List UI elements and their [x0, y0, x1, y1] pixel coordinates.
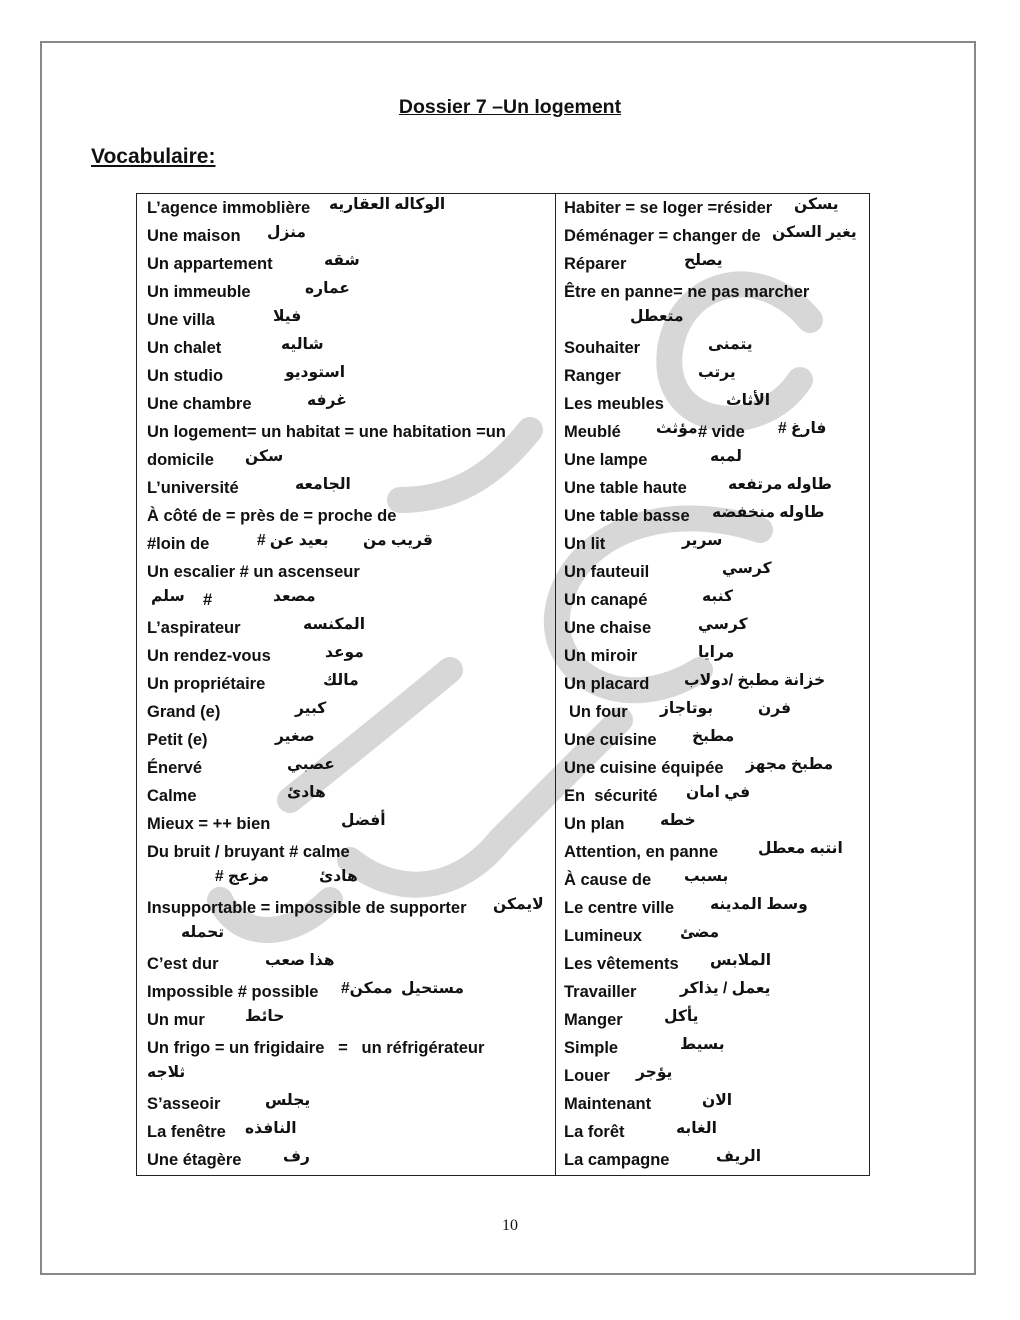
arabic-term: غرفه: [307, 392, 347, 409]
vocab-row: [147, 502, 552, 530]
arabic-term: هذا صعب: [265, 952, 335, 969]
arabic-term: مؤثث: [656, 420, 698, 437]
arabic-term: استوديو: [285, 364, 346, 381]
french-term: Habiter = se loger =résider: [564, 199, 773, 217]
arabic-term: لايمكن: [493, 896, 544, 913]
french-term: Une étagère: [147, 1151, 242, 1169]
vocab-row: [147, 810, 552, 838]
french-term: # vide: [698, 423, 745, 441]
arabic-term: في امان: [686, 784, 751, 801]
vocab-row: [147, 782, 552, 810]
vocab-row: [147, 670, 552, 698]
arabic-term: هادئ: [319, 868, 358, 885]
arabic-term: مطبخ: [692, 728, 735, 745]
french-term: domicile: [147, 451, 214, 469]
vocab-row: [147, 1034, 552, 1062]
arabic-term: خطه: [660, 812, 696, 829]
french-term: Un placard: [564, 675, 650, 693]
french-term: Réparer: [564, 255, 627, 273]
arabic-term: كرسي: [722, 560, 772, 577]
arabic-term: شقه: [324, 252, 360, 269]
vocab-row: [564, 1034, 864, 1062]
french-term: #loin de: [147, 535, 210, 553]
arabic-term: حائط: [245, 1008, 285, 1025]
french-term: En sécurité: [564, 787, 658, 805]
arabic-term: كرسي: [698, 616, 748, 633]
arabic-term: مرايا: [698, 644, 735, 661]
arabic-term: بعيد عن #: [257, 532, 329, 549]
vocab-row: [564, 838, 864, 866]
vocab-row: [564, 642, 864, 670]
vocab-row: [147, 866, 552, 894]
french-term: Une villa: [147, 311, 215, 329]
vocab-row: [564, 1146, 864, 1174]
arabic-term: تحمله: [181, 924, 225, 941]
vocab-row: [564, 922, 864, 950]
vocab-row: [147, 586, 552, 614]
french-term: Un mur: [147, 1011, 205, 1029]
french-term: Les meubles: [564, 395, 664, 413]
vocab-row: [564, 194, 864, 222]
french-term: Une chaise: [564, 619, 652, 637]
vocab-row: [564, 558, 864, 586]
arabic-term: هادئ: [287, 784, 326, 801]
french-term: La campagne: [564, 1151, 670, 1169]
vocab-row: [564, 670, 864, 698]
arabic-term: سرير: [682, 532, 723, 549]
arabic-term: يرتب: [698, 364, 736, 381]
french-term: Un fauteuil: [564, 563, 650, 581]
arabic-term: مضئ: [680, 924, 720, 941]
arabic-term: يؤجر: [636, 1064, 673, 1081]
arabic-term: خزانة مطبخ /دولاب: [684, 672, 826, 689]
vocab-row: [564, 362, 864, 390]
french-term: Manger: [564, 1011, 623, 1029]
arabic-term: موعد: [325, 644, 364, 661]
arabic-term: عصبي: [287, 756, 335, 773]
french-term: Souhaiter: [564, 339, 641, 357]
arabic-term: لمبه: [710, 448, 742, 465]
french-term: Lumineux: [564, 927, 642, 945]
french-term: Déménager = changer de: [564, 227, 761, 245]
french-term: Un canapé: [564, 591, 648, 609]
vocab-row: [147, 558, 552, 586]
vocab-row: [564, 390, 864, 418]
french-term: Un four: [569, 703, 628, 721]
french-term: L’aspirateur: [147, 619, 241, 637]
arabic-term: الملابس: [710, 952, 772, 969]
arabic-term: الجامعه: [295, 476, 351, 493]
arabic-term: الان: [702, 1092, 733, 1109]
vocab-row: [147, 950, 552, 978]
vocab-row: [147, 614, 552, 642]
vocab-row: [147, 1062, 552, 1090]
vocab-row: [564, 1118, 864, 1146]
column-divider: [555, 194, 556, 1175]
vocab-row: [147, 222, 552, 250]
arabic-term: مصعد: [273, 588, 316, 605]
vocab-row: [564, 502, 864, 530]
vocab-row: [147, 642, 552, 670]
vocab-row: [147, 418, 552, 446]
vocab-row: [564, 1006, 864, 1034]
vocab-row: [147, 698, 552, 726]
vocab-row: [147, 362, 552, 390]
vocab-row: [147, 978, 552, 1006]
vocab-row: [147, 726, 552, 754]
french-term: Les vêtements: [564, 955, 679, 973]
arabic-term: وسط المدينه: [710, 896, 808, 913]
vocab-row: [564, 866, 864, 894]
arabic-term: فارغ #: [778, 420, 827, 437]
french-term: Meublé: [564, 423, 621, 441]
arabic-term: يغير السكن: [772, 224, 857, 241]
hash-symbol: #: [203, 591, 213, 609]
french-term: Une table basse: [564, 507, 690, 525]
vocab-row: [564, 1062, 864, 1090]
arabic-term: شاليه: [281, 336, 324, 353]
arabic-term: سلم: [151, 588, 185, 605]
arabic-term: فيلا: [273, 308, 302, 325]
french-term: S’asseoir: [147, 1095, 221, 1113]
arabic-term: بوتاجاز: [660, 700, 714, 717]
vocab-row: [147, 1006, 552, 1034]
vocab-row: [147, 894, 552, 922]
arabic-term: المكنسه: [303, 616, 366, 633]
vocab-row: [147, 250, 552, 278]
vocab-row: [564, 278, 864, 306]
french-term: La fenêtre: [147, 1123, 226, 1141]
french-term: Un plan: [564, 815, 625, 833]
french-term: Un lit: [564, 535, 606, 553]
arabic-term: طاوله مرتفعه: [728, 476, 832, 493]
arabic-term: رف: [283, 1148, 310, 1165]
vocab-row: [147, 1090, 552, 1118]
arabic-term: بسبب: [684, 868, 729, 885]
vocab-row: [147, 306, 552, 334]
section-heading: Vocabulaire:: [91, 145, 216, 168]
vocab-row: [147, 474, 552, 502]
arabic-term: يتمنى: [708, 336, 753, 353]
vocab-row: [564, 446, 864, 474]
french-term: Un propriétaire: [147, 675, 266, 693]
page-number: 10: [502, 1217, 518, 1234]
vocab-row: [564, 474, 864, 502]
vocab-row: [564, 306, 864, 334]
arabic-term: انتبه معطل: [758, 840, 843, 857]
arabic-term: ممكن#: [341, 980, 393, 997]
french-term: Un escalier # un ascenseur: [147, 563, 360, 581]
french-term: Travailler: [564, 983, 637, 1001]
arabic-term: مستحيل: [401, 980, 465, 997]
french-term: Une cuisine équipée: [564, 759, 724, 777]
arabic-term: الأثاث: [726, 392, 771, 409]
french-term: Le centre ville: [564, 899, 675, 917]
vocab-row: [564, 894, 864, 922]
french-term: Mieux = ++ bien: [147, 815, 271, 833]
french-term: Un immeuble: [147, 283, 251, 301]
french-term: Impossible # possible: [147, 983, 319, 1001]
vocab-row: [147, 1146, 552, 1174]
vocab-row: [564, 726, 864, 754]
french-term: Maintenant: [564, 1095, 652, 1113]
vocab-row: [564, 586, 864, 614]
french-term: Être en panne= ne pas marcher: [564, 283, 810, 301]
french-term: Du bruit / bruyant # calme: [147, 843, 350, 861]
vocab-row: [564, 250, 864, 278]
arabic-term: الوكاله العقاريه: [329, 196, 446, 213]
vocab-row: [564, 754, 864, 782]
french-term: C’est dur: [147, 955, 219, 973]
arabic-term: الريف: [716, 1148, 762, 1165]
vocab-row: [564, 810, 864, 838]
arabic-term: عماره: [305, 280, 350, 297]
page-title: Dossier 7 –Un logement: [398, 96, 622, 118]
french-term: Un chalet: [147, 339, 222, 357]
french-term: L’université: [147, 479, 239, 497]
arabic-term: يصلح: [684, 252, 723, 269]
vocab-row: [564, 978, 864, 1006]
arabic-term: يجلس: [265, 1092, 311, 1109]
arabic-term: أفضل: [341, 812, 386, 829]
arabic-term: النافذه: [245, 1120, 297, 1137]
arabic-term: الغابه: [676, 1120, 717, 1137]
french-term: Un appartement: [147, 255, 273, 273]
french-term: La forêt: [564, 1123, 625, 1141]
arabic-term: يعمل / يذاكر: [680, 980, 771, 997]
french-term: Grand (e): [147, 703, 221, 721]
arabic-term: كنبه: [702, 588, 734, 605]
french-term: À côté de = près de = proche de: [147, 507, 397, 525]
vocab-row: [147, 1118, 552, 1146]
vocab-row: [147, 334, 552, 362]
arabic-term: سكن: [245, 448, 284, 465]
vocab-row: [147, 194, 552, 222]
vocab-row: [564, 698, 864, 726]
arabic-term: فرن: [758, 700, 792, 717]
vocab-row: [147, 446, 552, 474]
vocab-row: [564, 334, 864, 362]
arabic-term: يسكن: [794, 196, 839, 213]
french-term: Calme: [147, 787, 197, 805]
arabic-term: كبير: [295, 700, 327, 717]
french-term: Une table haute: [564, 479, 687, 497]
french-term: Simple: [564, 1039, 619, 1057]
arabic-term: مالك: [323, 672, 359, 689]
vocab-row: [564, 222, 864, 250]
french-term: Énervé: [147, 759, 203, 777]
vocab-row: [147, 390, 552, 418]
vocab-row: [147, 530, 552, 558]
vocab-row: [147, 754, 552, 782]
arabic-term: مطبخ مجهز: [746, 756, 834, 773]
arabic-term: بسيط: [680, 1036, 725, 1053]
vocab-row: [564, 418, 864, 446]
arabic-term: متعطل: [630, 308, 684, 325]
vocab-row: [147, 278, 552, 306]
french-term: Petit (e): [147, 731, 208, 749]
vocab-row: [147, 922, 552, 950]
french-term: Un rendez-vous: [147, 647, 271, 665]
french-term: Un miroir: [564, 647, 638, 665]
arabic-term: صغير: [275, 728, 315, 745]
french-term: Un logement= un habitat = une habitation =un: [147, 423, 506, 441]
french-term: À cause de: [564, 871, 652, 889]
arabic-term: طاوله منخفضه: [712, 504, 825, 521]
french-term: Un frigo = un frigidaire = un réfrigérateur: [147, 1039, 485, 1057]
vocab-row: [564, 1090, 864, 1118]
french-term: Une lampe: [564, 451, 648, 469]
french-term: Une chambre: [147, 395, 252, 413]
arabic-term: منزل: [267, 224, 307, 241]
arabic-term: قريب من: [363, 532, 433, 549]
vocab-row: [564, 782, 864, 810]
arabic-term: مزعج #: [215, 868, 269, 885]
vocab-row: [564, 950, 864, 978]
vocabulary-table: [136, 193, 870, 1176]
vocab-row: [147, 838, 552, 866]
arabic-term: ثلاجه: [147, 1064, 186, 1081]
vocab-row: [564, 614, 864, 642]
french-term: Louer: [564, 1067, 610, 1085]
arabic-term: يأكل: [664, 1008, 699, 1025]
french-term: Ranger: [564, 367, 621, 385]
french-term: Une cuisine: [564, 731, 657, 749]
french-term: Insupportable = impossible de supporter: [147, 899, 467, 917]
french-term: Une maison: [147, 227, 241, 245]
french-term: Un studio: [147, 367, 224, 385]
french-term: L’agence immoblière: [147, 199, 311, 217]
vocab-row: [564, 530, 864, 558]
french-term: Attention, en panne: [564, 843, 718, 861]
